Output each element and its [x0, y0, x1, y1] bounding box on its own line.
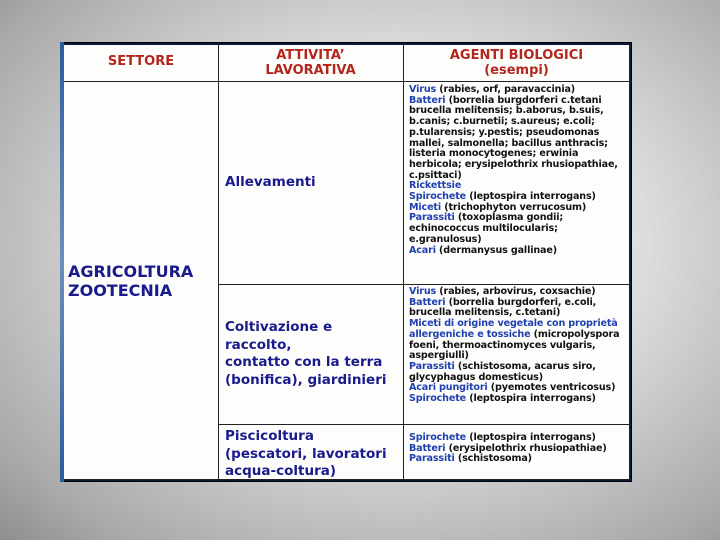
agent-category: Miceti di origine vegetale con proprietà	[409, 318, 618, 330]
agent-examples: (micropolyspora	[530, 328, 620, 340]
agent-examples: echinococcus multilocularis;	[409, 223, 558, 235]
agent-examples: (borrelia burgdorferi, e.coli,	[445, 296, 597, 308]
agent-category: Spirochete	[409, 432, 467, 443]
attivita-line: contatto con la terra	[225, 354, 383, 370]
table-divider-row1	[218, 284, 630, 285]
agent-category: Virus	[409, 286, 437, 297]
attivita-line: acqua-coltura)	[225, 463, 337, 479]
agent-category: Batteri	[409, 442, 446, 454]
agent-examples: (borrelia burgdorferi c.tetani	[445, 94, 602, 106]
agenti-cell-allevamenti	[409, 85, 627, 256]
agent-category: Batteri	[409, 296, 446, 308]
agenti-cell-coltivazione	[409, 287, 627, 405]
agent-category: Parassiti	[409, 453, 455, 465]
attivita-line: Allevamenti	[225, 174, 316, 190]
agent-category: Batteri	[409, 94, 446, 106]
attivita-cell-allevamenti	[225, 174, 400, 192]
agent-examples: (rabies, arbovirus, coxsachie)	[436, 286, 596, 297]
agent-line	[409, 246, 627, 257]
settore-cell	[68, 262, 218, 300]
agent-examples: aspergiulli)	[409, 350, 469, 362]
agent-category: Acari pungitori	[409, 382, 488, 394]
agent-examples: brucella melitensis; b.aborus, b.suis,	[409, 105, 604, 117]
table-divider-col1	[218, 45, 219, 480]
agent-category: Parassiti	[409, 212, 455, 224]
table-divider-col2	[403, 45, 404, 480]
attivita-cell-piscicoltura	[225, 428, 400, 481]
header-settore: SETTORE	[107, 54, 175, 69]
agent-category: Spirochete	[409, 191, 467, 203]
agent-category: Rickettsie	[409, 180, 462, 192]
agent-examples: (rabies, orf, paravaccinia)	[436, 84, 576, 95]
agent-examples: glycyphagus domesticus)	[409, 371, 543, 383]
agent-examples: foeni, thermoactinomyces vulgaris,	[409, 339, 596, 351]
agent-examples: e.granulosus)	[409, 233, 482, 245]
table-divider-header	[64, 81, 630, 82]
agent-examples: (schistosoma, acarus siro,	[454, 360, 596, 372]
agent-examples: b.canis; c.burnetii; s.aureus; e.coli;	[409, 116, 595, 128]
agent-examples: p.tularensis; y.pestis; pseudomonas	[409, 126, 600, 138]
agent-category: Acari	[409, 244, 436, 256]
agent-examples: listeria monocytogenes; erwinia	[409, 148, 579, 160]
agent-category: Spirochete	[409, 393, 467, 405]
agent-category: Parassiti	[409, 360, 455, 372]
agent-examples: (schistosoma)	[454, 453, 532, 465]
attivita-line: Piscicoltura	[225, 428, 314, 444]
agent-line	[409, 454, 627, 465]
attivita-line: (bonifica), giardinieri	[225, 371, 387, 388]
table-divider-row2	[218, 424, 630, 425]
agent-category: Miceti	[409, 201, 442, 213]
header-agenti-line2: (esempi)	[484, 63, 549, 78]
agent-line	[409, 394, 627, 405]
attivita-line: Coltivazione e	[225, 319, 333, 335]
table-border-right	[629, 45, 630, 480]
agent-examples: (leptospira interrogans)	[466, 393, 596, 405]
attivita-line: raccolto,	[225, 336, 292, 353]
agent-examples: c.psittaci)	[409, 169, 462, 181]
agent-examples: brucella melitensis, c.tetani)	[409, 307, 561, 319]
header-agenti	[403, 48, 630, 78]
settore-line2: ZOOTECNIA	[68, 281, 173, 300]
header-attivita-line1: ATTIVITA’	[276, 48, 345, 63]
agenti-cell-piscicoltura	[409, 433, 627, 465]
agent-category: allergeniche e tossiche	[409, 328, 531, 340]
agent-examples: mallei, salmonella; bacillus anthracis;	[409, 137, 608, 149]
header-attivita	[218, 48, 403, 78]
agent-category: Virus	[409, 84, 437, 95]
attivita-line: (pescatori, lavoratori	[225, 445, 387, 462]
agent-examples: (leptospira interrogans)	[466, 191, 596, 203]
agent-examples: (trichophyton verrucosum)	[441, 201, 587, 213]
attivita-cell-coltivazione	[225, 319, 400, 389]
agent-examples: (leptospira interrogans)	[466, 432, 596, 443]
agent-examples: (toxoplasma gondii;	[454, 212, 564, 224]
document-table	[64, 45, 630, 480]
header-attivita-line2: LAVORATIVA	[265, 63, 356, 78]
agent-examples: (erysipelothrix rhusiopathiae)	[445, 442, 607, 454]
agent-examples: (pyemotes ventricosus)	[487, 382, 616, 394]
settore-line1: AGRICOLTURA	[68, 262, 194, 281]
header-agenti-line1: AGENTI BIOLOGICI	[449, 48, 584, 63]
agent-examples: (dermanysus gallinae)	[435, 244, 557, 256]
agent-examples: herbicola; erysipelothrix rhusiopathiae,	[409, 158, 618, 170]
